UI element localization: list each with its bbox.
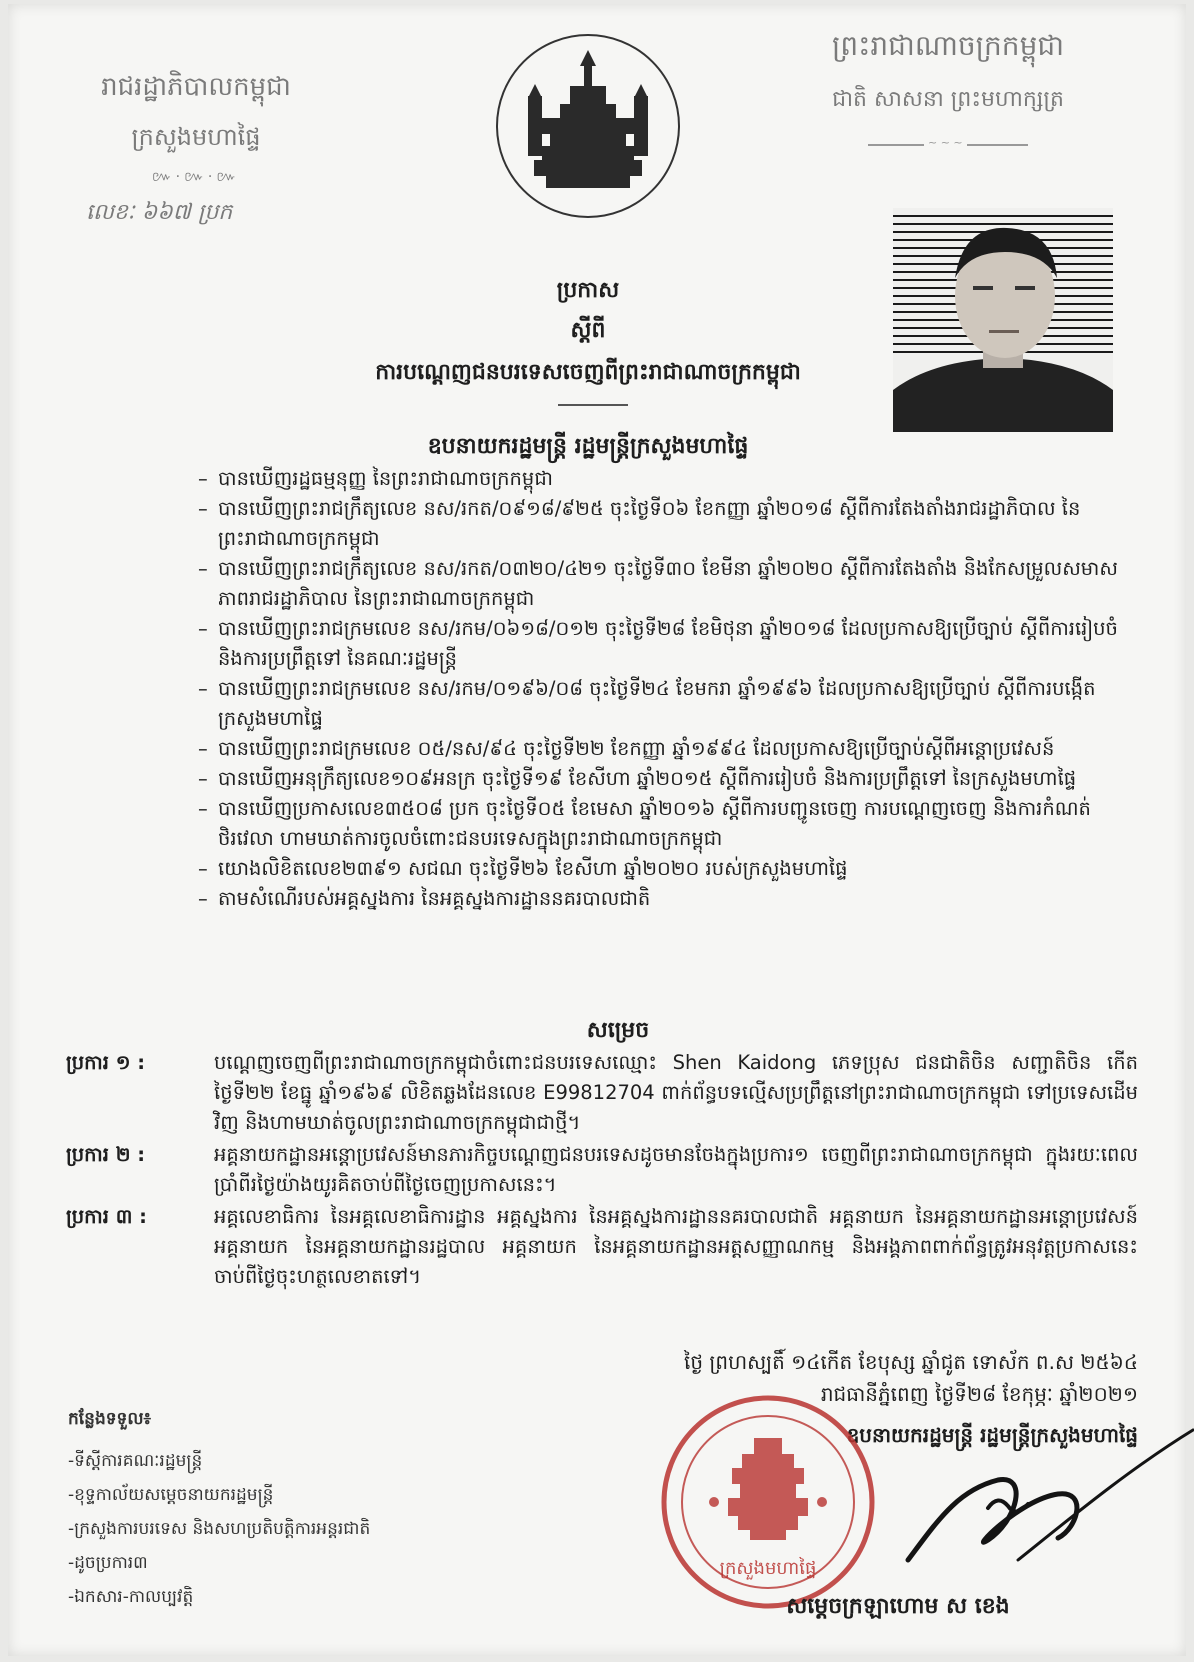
document-subject: ការបណ្តេញជនបរទេសចេញពីព្រះរាជាណាចក្រកម្ពុជា [375,360,801,385]
title-connector: ស្តីពី [570,318,606,343]
articles-list [48,1048,1138,1294]
recipient-item: -ក្រសួងការបរទេស និងសហប្រតិបត្តិការអន្តរជាតិ [68,1519,371,1539]
consideration-item: – បានឃើញព្រះរាជក្រមលេខ នស/រកម/០៦១៨/០១២ ចុះថ្ងៃទី២៨ ខែមិថុនា ឆ្នាំ២០១៨ ដែលប្រកាសឱ្យប្រើច្បាប់ ស្តីពីការរៀបចំ និងការប្រព្រឹត្តទៅ នៃគណៈរដ្ឋមន្ត្រី [204,614,1134,674]
document-page [8,4,1186,1656]
consideration-item: – បានឃើញប្រកាសលេខ៣៥០៨ ប្រក ចុះថ្ងៃទី០៥ ខែមេសា ឆ្នាំ២០១៦ ស្តីពីការបញ្ជូនចេញ ការបណ្តេញចេញ និងការកំណត់ថិរវេលា ហាមឃាត់ការចូលចំពោះជនបរទេសក្នុងព្រះរាជាណាចក្រកម្ពុជា [204,794,1134,854]
ministry-name: ក្រសួងមហាផ្ទៃ [131,123,261,151]
document-type: ប្រកាស [556,278,620,303]
article-label: ប្រការ ២ : [66,1143,146,1166]
issuing-authority: ឧបនាយករដ្ឋមន្ត្រី រដ្ឋមន្ត្រីក្រសួងមហាផ្ទៃ [427,434,749,459]
subject-photo [893,208,1113,432]
title-block [308,276,868,390]
recipient-item: -ខុទ្ទកាល័យសម្តេចនាយករដ្ឋមន្ត្រី [68,1485,274,1505]
title-rule [558,404,628,406]
header-ornament: ៚·៚·៚ [151,169,241,185]
recipient-item: -ឯកសារ-កាលប្បវត្តិ [68,1587,194,1607]
handwritten-signature [868,1410,1194,1606]
kingdom-name: ព្រះរាជាណាចក្រកម្ពុជា [831,29,1064,62]
article-label: ប្រការ ១ : [66,1051,146,1074]
article-3 [48,1202,1138,1292]
consideration-item: – តាមសំណើរបស់អគ្គស្នងការ នៃអគ្គស្នងការដ្ឋាននគរបាលជាតិ [204,884,1134,914]
kingdom-header [778,28,1118,150]
consideration-item: – បានឃើញព្រះរាជក្រមលេខ នស/រកម/០១៩៦/០៨ ចុះថ្ងៃទី២៤ ខែមករា ឆ្នាំ១៩៩៦ ដែលប្រកាសឱ្យប្រើច្បាប់ ស្តីពីការបង្កើតក្រសួងមហាផ្ទៃ [204,674,1134,734]
lunar-date: ថ្ងៃ ព្រហស្បតិ៍ ១៤កើត ខែបុស្ស ឆ្នាំជូត ទោស័ក ព.ស ២៥៦៤ [684,1350,1138,1374]
ministry-seal-icon [658,1392,878,1612]
consideration-item: – បានឃើញរដ្ឋធម្មនុញ្ញ នៃព្រះរាជាណាចក្រកម្ពុជា [204,464,1134,494]
national-motto: ជាតិ សាសនា ព្រះមហាក្សត្រ [832,87,1064,112]
consideration-item: – បានឃើញព្រះរាជក្រមលេខ ០៥/នស/៩៤ ចុះថ្ងៃទី២២ ខែកញ្ញា ឆ្នាំ១៩៩៤ ដែលប្រកាសឱ្យប្រើច្បាប់ស្តីពីអន្តោប្រវេសន៍ [204,734,1134,764]
royal-emblem-icon [496,34,680,218]
signer-name: សម្តេចក្រឡាហោម ស ខេង [786,1594,1010,1619]
consideration-item: – បានឃើញព្រះរាជក្រឹត្យលេខ នស/រកត/០៣២០/៤២១ ចុះថ្ងៃទី៣០ ខែមីនា ឆ្នាំ២០២០ ស្តីពីការតែងតាំង និងកែសម្រួលសមាសភាពរាជរដ្ឋាភិបាល នៃព្រះរាជាណាចក្រកម្ពុជា [204,554,1134,614]
consideration-item: – បានឃើញព្រះរាជក្រឹត្យលេខ នស/រកត/០៩១៨/៩២៥ ចុះថ្ងៃទី០៦ ខែកញ្ញា ឆ្នាំ២០១៨ ស្តីពីការតែងតាំងរាជរដ្ឋាភិបាល នៃព្រះរាជាណាចក្រកម្ពុជា [204,494,1134,554]
solar-date: រាជធានីភ្នំពេញ ថ្ងៃទី២៨ ខែកុម្ភៈ ឆ្នាំ២០២១ [820,1382,1138,1406]
article-label: ប្រការ ៣ : [66,1205,147,1228]
article-1 [48,1048,1138,1138]
motto-divider [868,144,1028,146]
article-text: អគ្គនាយកដ្ឋានអន្តោប្រវេសន៍មានភារកិច្ចបណ្តេញជនបរទេសដូចមានចែងក្នុងប្រការ១ ចេញពីព្រះរាជាណាចក្រកម្ពុជា ក្នុងរយៈពេលប្រាំពីរថ្ងៃយ៉ាងយូរគិតចាប់ពីថ្ងៃចេញប្រកាសនេះ។ [214,1143,1138,1196]
decision-heading: សម្រេច [586,1018,650,1043]
consideration-item: – យោងលិខិតលេខ២៣៩១ សជណ ចុះថ្ងៃទី២៦ ខែសីហា ឆ្នាំ២០២០ របស់ក្រសួងមហាផ្ទៃ [204,854,1134,884]
recipient-item: -ទីស្តីការគណៈរដ្ឋមន្ត្រី [68,1451,203,1471]
signer-title: ឧបនាយករដ្ឋមន្ត្រី រដ្ឋមន្ត្រីក្រសួងមហាផ្ទៃ [846,1423,1138,1447]
seal-text: ក្រសួងមហាផ្ទៃ [719,1558,817,1579]
article-2 [48,1140,1138,1200]
recipients-block [68,1402,528,1614]
government-name: រាជរដ្ឋាភិបាលកម្ពុជា [101,72,291,102]
considerations-list [204,464,1134,914]
issuer-header [66,70,326,230]
document-number: លេខៈ ៦៦៧ ប្រក [86,200,233,225]
recipient-item: -ដូចប្រការ៣ [68,1553,148,1573]
article-text: អគ្គលេខាធិការ នៃអគ្គលេខាធិការដ្ឋាន អគ្គស្នងការ នៃអគ្គស្នងការដ្ឋាននគរបាលជាតិ អគ្គនាយក នៃអគ្គនាយកដ្ឋានអន្តោប្រវេសន៍ អគ្គនាយក នៃអគ្គនាយកដ្ឋានរដ្ឋបាល អគ្គនាយក នៃអគ្គនាយកដ្ឋានអត្តសញ្ញាណកម្ម និងអង្គភាពពាក់ព័ន្ធត្រូវអនុវត្តប្រកាសនេះ ចាប់ពីថ្ងៃចុះហត្ថលេខាតទៅ។ [214,1205,1138,1288]
recipients-heading: កន្លែងទទួល៖ [68,1409,152,1429]
article-text: បណ្តេញចេញពីព្រះរាជាណាចក្រកម្ពុជាចំពោះជនបរទេសឈ្មោះ Shen Kaidong ភេទប្រុស ជនជាតិចិន សញ្ជាតិចិន កើតថ្ងៃទី២២ ខែធ្នូ ឆ្នាំ១៩៦៩ លិខិតឆ្លងដែនលេខ E99812704 ពាក់ព័ន្ធបទល្មើសប្រព្រឹត្តនៅព្រះរាជាណាចក្រកម្ពុជា ទៅប្រទេសដើមវិញ និងហាមឃាត់ចូលព្រះរាជាណាចក្រកម្ពុជាជាថ្មី។ [214,1051,1138,1134]
consideration-item: – បានឃើញអនុក្រឹត្យលេខ១០៩អនក្រ ចុះថ្ងៃទី១៩ ខែសីហា ឆ្នាំ២០១៥ ស្តីពីការរៀបចំ និងការប្រព្រឹត្តទៅ នៃក្រសួងមហាផ្ទៃ [204,764,1134,794]
